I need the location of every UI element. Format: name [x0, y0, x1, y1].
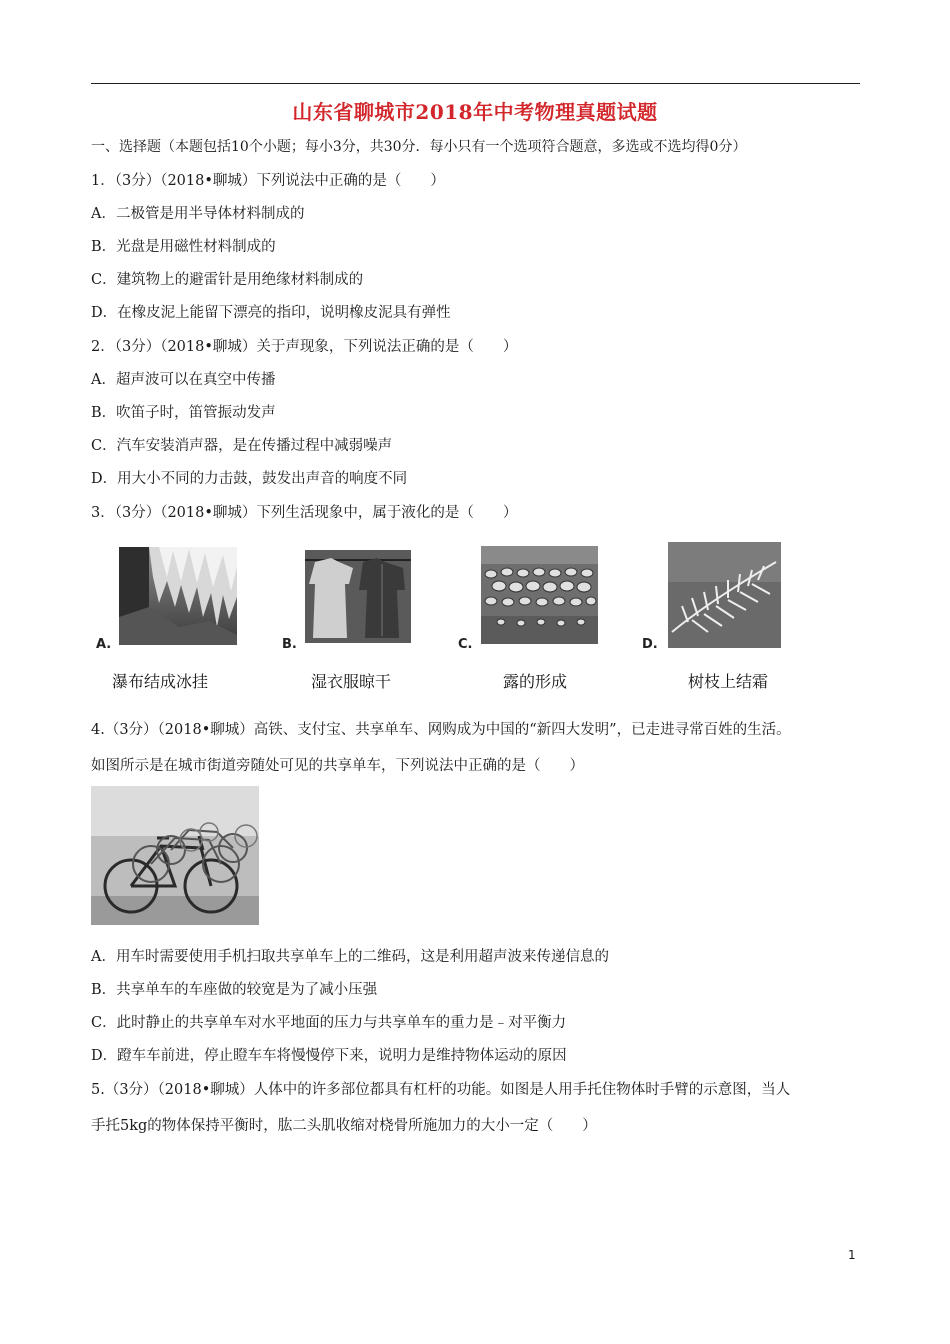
q3-stem: 3．（3分）（2018•聊城）下列生活现象中，属于液化的是（ ）: [91, 505, 518, 521]
q2-stem: 2．（3分）（2018•聊城）关于声现象，下列说法正确的是（ ）: [91, 339, 518, 355]
icicle-waterfall-photo: [119, 547, 237, 645]
q1-option-d: D．在橡皮泥上能留下漂亮的指印，说明橡皮泥具有弹性: [91, 305, 451, 321]
q1-option-a: A．二极管是用半导体材料制成的: [91, 206, 305, 222]
q2-option-b: B．吹笛子时，笛管振动发声: [91, 405, 276, 421]
q5-stem-line2: 手托5kg的物体保持平衡时，肱二头肌收缩对桡骨所施加力的大小一定（ ）: [91, 1118, 597, 1134]
q3-option-c-letter: C.: [458, 637, 473, 652]
q3-option-d-caption: 树枝上结霜: [687, 672, 768, 691]
q4-option-b: B．共享单车的车座做的较宽是为了减小压强: [91, 982, 378, 998]
page-number: 1: [848, 1248, 856, 1262]
q3-option-b-caption: 湿衣服晾干: [310, 672, 391, 691]
q4-option-d: D．蹬车车前进，停止瞪车车将慢慢停下来，说明力是维持物体运动的原因: [91, 1048, 567, 1064]
q3-option-b-letter: B.: [282, 637, 297, 652]
shared-bikes-photo: [91, 786, 259, 925]
drying-clothes-photo: [305, 550, 411, 643]
frost-branch-photo: [668, 542, 781, 648]
q2-option-c: C．汽车安装消声器，是在传播过程中减弱噪声: [91, 438, 393, 454]
q4-option-c: C．此时静止的共享单车对水平地面的压力与共享单车的重力是﹣对平衡力: [91, 1015, 567, 1031]
q4-stem-line1: 4.（3分）（2018•聊城）高铁、支付宝、共享单车、网购成为中国的“新四大发明”，已走进寻常百姓的生活。: [91, 722, 791, 738]
header-rule: [91, 83, 860, 84]
q3-option-d-letter: D.: [642, 637, 658, 652]
q4-stem-line2: 如图所示是在城市街道旁随处可见的共享单车，下列说法中正确的是（ ）: [91, 758, 584, 774]
q1-stem: 1．（3分）（2018•聊城）下列说法中正确的是（ ）: [91, 173, 445, 189]
q3-option-a-letter: A.: [96, 637, 112, 652]
q1-option-b: B．光盘是用磁性材料制成的: [91, 239, 276, 255]
q2-option-d: D．用大小不同的力击鼓，鼓发出声音的响度不同: [91, 471, 408, 487]
q4-option-a: A．用车时需要使用手机扫取共享单车上的二维码，这是利用超声波来传递信息的: [91, 949, 609, 965]
dew-drops-photo: [481, 546, 598, 644]
q5-stem-line1: 5.（3分）（2018•聊城）人体中的许多部位都具有杠杆的功能。如图是人用手托住物体时手臂的示意图，当人: [91, 1082, 791, 1098]
q3-option-a-caption: 瀑布结成冰挂: [111, 672, 208, 691]
q1-option-c: C．建筑物上的避雷针是用绝缘材料制成的: [91, 272, 364, 288]
section-heading: 一、选择题（本题包括10个小题；每小3分，共30分．每小只有一个选项符合题意，多选或不选均得0分）: [91, 139, 747, 155]
q2-option-a: A．超声波可以在真空中传播: [91, 372, 276, 388]
page-title: 山东省聊城市2018年中考物理真题试题: [292, 100, 658, 124]
q3-option-c-caption: 露的形成: [502, 672, 567, 691]
